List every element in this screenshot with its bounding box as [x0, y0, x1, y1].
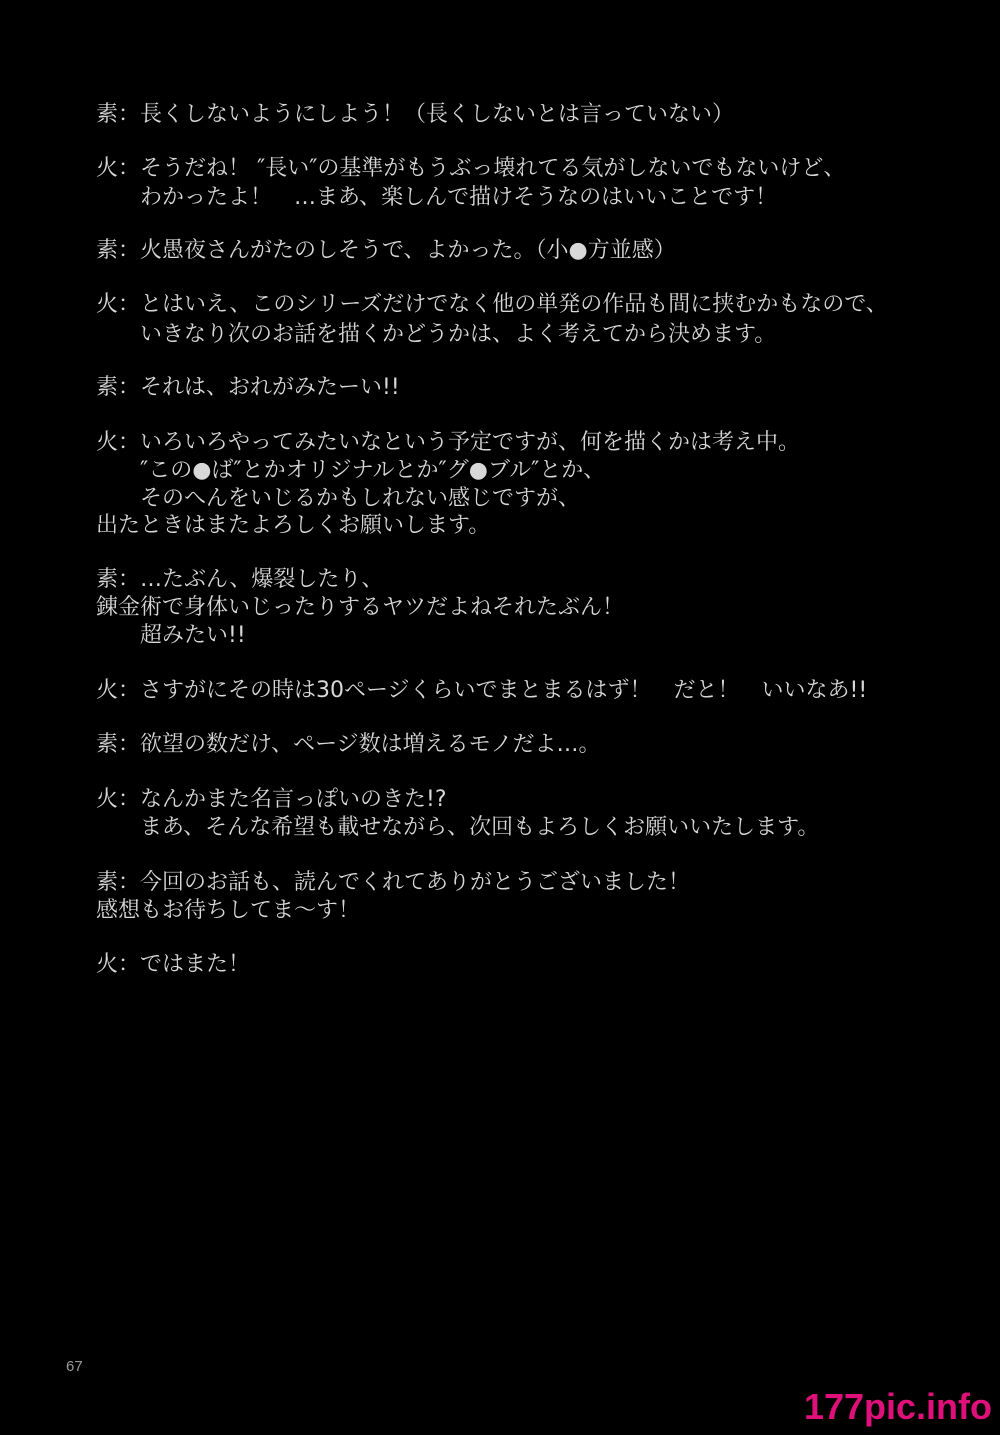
dialogue-line: 超みたい!!	[96, 623, 246, 648]
dialogue-line: 錬金術で身体いじったりするヤツだよねそれたぶん！	[96, 595, 625, 620]
dialogue-line: 素：…たぶん、爆裂したり、	[96, 567, 384, 592]
dialogue-line: 素：欲望の数だけ、ページ数は増えるモノだよ…。	[96, 732, 601, 757]
page-number: 67	[66, 1358, 83, 1375]
dialogue-line: 火：いろいろやってみたいなという予定ですが、何を描くかは考え中。	[96, 430, 801, 455]
dialogue-line: まあ、そんな希望も載せながら、次回もよろしくお願いいたします。	[96, 815, 820, 840]
dialogue-line: わかったよ！ …まあ、楽しんで描けそうなのはいいことです！	[96, 185, 778, 210]
dialogue-line: 火：なんかまた名言っぽいのきた!?	[96, 787, 447, 812]
dialogue-line: 素：長くしないようにしよう！（長くしないとは言っていない）	[96, 102, 735, 127]
watermark: 177pic.info	[803, 1386, 992, 1427]
dialogue-line: 出たときはまたよろしくお願いします。	[96, 513, 491, 538]
dialogue-line: 火：そうだね！ ″長い″の基準がもうぶっ壊れてる気がしないでもないけど、	[96, 156, 846, 181]
dialogue-line: 素：今回のお話も、読んでくれてありがとうございました！	[96, 870, 691, 895]
dialogue-line: 火：とはいえ、このシリーズだけでなく他の単発の作品も間に挟むかもなので、	[96, 292, 888, 317]
dialogue-line: 火：ではまた！	[96, 952, 251, 977]
dialogue-line: ″この●ば″とかオリジナルとか″グ●ブル″とか、	[96, 458, 606, 483]
dialogue-line: 火：さすがにその時は30ページくらいでまとまるはず！ だと！ いいなあ!!	[96, 678, 868, 703]
dialogue-line: 素：火愚夜さんがたのしそうで、よかった。（小●方並感）	[96, 238, 676, 263]
dialogue-line: 素：それは、おれがみたーい!!	[96, 375, 400, 400]
dialogue-line: いきなり次のお話を描くかどうかは、よく考えてから決めます。	[96, 322, 777, 347]
dialogue-line: そのへんをいじるかもしれない感じですが、	[96, 486, 581, 511]
dialogue-line: 感想もお待ちしてま～す！	[96, 898, 361, 923]
